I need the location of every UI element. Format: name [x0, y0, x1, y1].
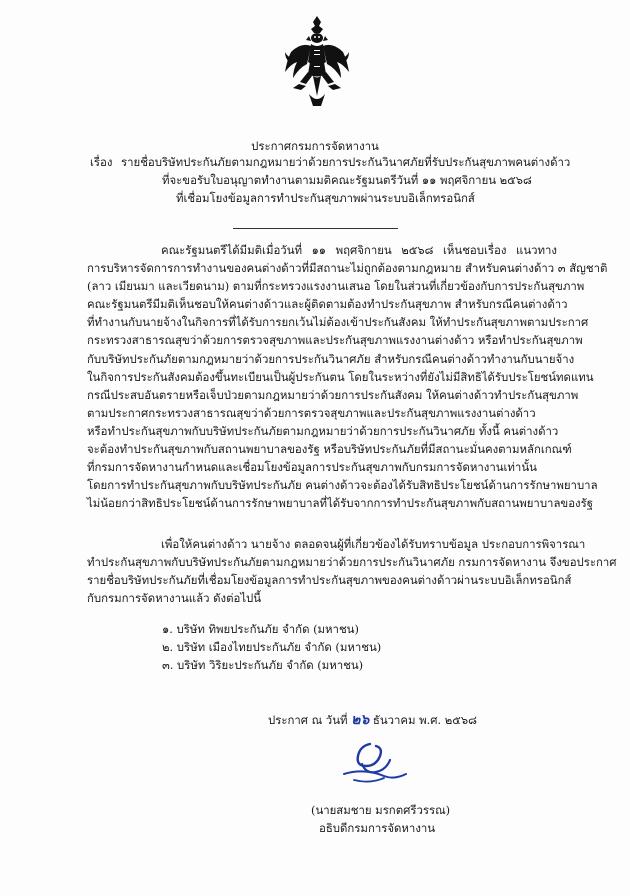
paragraph-line: ตามประกาศกระทรวงสาธารณสุขว่าด้วยการตรวจสุขภาพและประกันสุขภาพแรงงานต่างด้าว [87, 405, 536, 420]
paragraph-line: หรือทำประกันสุขภาพกับบริษัทประกันภัยตามกฎหมายว่าด้วยการประกันวินาศภัย ทั้งนี้ คนต่างด้าว [87, 423, 559, 438]
paragraph-line: โดยการทำประกันสุขภาพกับบริษัทประกันภัย คนต่างด้าวจะต้องได้รับสิทธิประโยชน์ด้านการรักษาพยาบาล [87, 478, 598, 493]
company-item-1: ๑. บริษัท ทิพยประกันภัย จำกัด (มหาชน) [162, 622, 359, 636]
paragraph-line: ในกิจการประกันสังคมต้องขึ้นทะเบียนเป็นผู้ประกันตน โดยในระหว่างที่ยังไม่มีสิทธิได้รับประโยชน์ทดแทน [87, 369, 594, 384]
subject-line-2: ที่จะขอรับใบอนุญาตทำงานตามมติคณะรัฐมนตรีวันที่ ๑๑ พฤศจิกายน ๒๕๖๘ [162, 173, 532, 187]
paragraph-line: ทำประกันสุขภาพกับบริษัทประกันภัยตามกฎหมายว่าด้วยการประกันวินาศภัย กรมการจัดหางาน จึงขอประกาศ [87, 555, 617, 570]
paragraph-line: เพื่อให้คนต่างด้าว นายจ้าง ตลอดจนผู้ที่เกี่ยวข้องได้รับทราบข้อมูล ประกอบการพิจารณา [161, 537, 586, 551]
paragraph-line: (ลาว เมียนมา และเวียดนาม) ตามที่กระทรวงแรงงานเสนอ โดยในส่วนที่เกี่ยวข้องกับการประกันสุขภาพ [87, 279, 585, 294]
subject-line-3: ที่เชื่อมโยงข้อมูลการทำประกันสุขภาพผ่านระบบอิเล็กทรอนิกส์ [176, 191, 475, 205]
paragraph-line: รายชื่อบริษัทประกันภัยที่เชื่อมโยงข้อมูลการทำประกันสุขภาพของคนต่างด้าวผ่านระบบอิเล็กทรอนิกส์ [87, 573, 572, 588]
announcement-prefix: ประกาศ ณ วันที่ [268, 713, 348, 727]
paragraph-line: กับบริษัทประกันภัยตามกฎหมายว่าด้วยการประกันวินาศภัย สำหรับกรณีคนต่างด้าวทำงานกับนายจ้าง [87, 351, 575, 366]
paragraph-resolution [87, 241, 608, 512]
signatory-name: (นายสมชาย มรกตศรีวรรณ) [311, 803, 451, 817]
paragraph-line: กระทรวงสาธารณสุขว่าด้วยการตรวจสุขภาพและประกันสุขภาพแรงงานต่างด้าว หรือทำประกันสุขภาพ [87, 333, 583, 348]
paragraph-line: การบริหารจัดการการทำงานของคนต่างด้าวที่มีสถานะไม่ถูกต้องตามกฎหมาย สำหรับคนต่างด้าว ๓ สัญชาติ [87, 261, 608, 276]
paragraph-line: กับกรมการจัดหางานแล้ว ดังต่อไปนี้ [87, 591, 262, 606]
signature-icon [340, 738, 410, 786]
subject-line-1: รายชื่อบริษัทประกันภัยตามกฎหมายว่าด้วยการประกันวินาศภัยที่รับประกันสุขภาพคนต่างด้าว [121, 155, 571, 169]
announcement-day: ๒๖ [351, 712, 370, 728]
announcement-date [268, 712, 477, 728]
agency-title: ประกาศกรมการจัดหางาน [251, 139, 379, 153]
signatory-title: อธิบดีกรมการจัดหางาน [319, 821, 436, 835]
subject-label: เรื่อง [90, 155, 113, 169]
paragraph-line: กรณีประสบอันตรายหรือเจ็บป่วยตามกฎหมายว่าด้วยการประกันสังคม ให้คนต่างด้าวทำประกันสุขภาพ [87, 387, 579, 402]
garuda-emblem-icon [283, 14, 351, 110]
paragraph-line: จะต้องทำประกันสุขภาพกับสถานพยาบาลของรัฐ หรือบริษัทประกันภัยที่มีสถานะมั่นคงตามหลักเกณฑ์ [87, 442, 572, 457]
paragraph-line: คณะรัฐมนตรีได้มีมติเมื่อวันที่ ๑๑ พฤศจิกายน ๒๕๖๘ เห็นชอบเรื่อง แนวทาง [161, 243, 557, 257]
announcement-suffix: ธันวาคม พ.ศ. ๒๕๖๘ [372, 713, 477, 727]
paragraph-line: ที่กรมการจัดหางานกำหนดและเชื่อมโยงข้อมูลการประกันสุขภาพกับกรมการจัดหางานเท่านั้น [87, 460, 537, 475]
paragraph-purpose [87, 535, 617, 607]
paragraph-line: คณะรัฐมนตรีมีมติเห็นชอบให้คนต่างด้าวและผู้ติดตามต้องทำประกันสุขภาพ สำหรับกรณีคนต่างด้าว [87, 297, 568, 312]
paragraph-line: ไม่น้อยกว่าสิทธิประโยชน์ด้านการรักษาพยาบาลที่ได้รับจากการทำประกันสุขภาพกับสถานพยาบาลของรัฐ [87, 496, 594, 511]
company-item-2: ๒. บริษัท เมืองไทยประกันภัย จำกัด (มหาชน) [162, 640, 382, 654]
header-divider [233, 228, 398, 229]
company-item-3: ๓. บริษัท วิริยะประกันภัย จำกัด (มหาชน) [162, 658, 364, 672]
paragraph-line: ที่ทำงานกับนายจ้างในกิจการที่ได้รับการยกเว้นไม่ต้องเข้าประกันสังคม ให้ทำประกันสุขภาพตามประกาศ [87, 315, 589, 330]
